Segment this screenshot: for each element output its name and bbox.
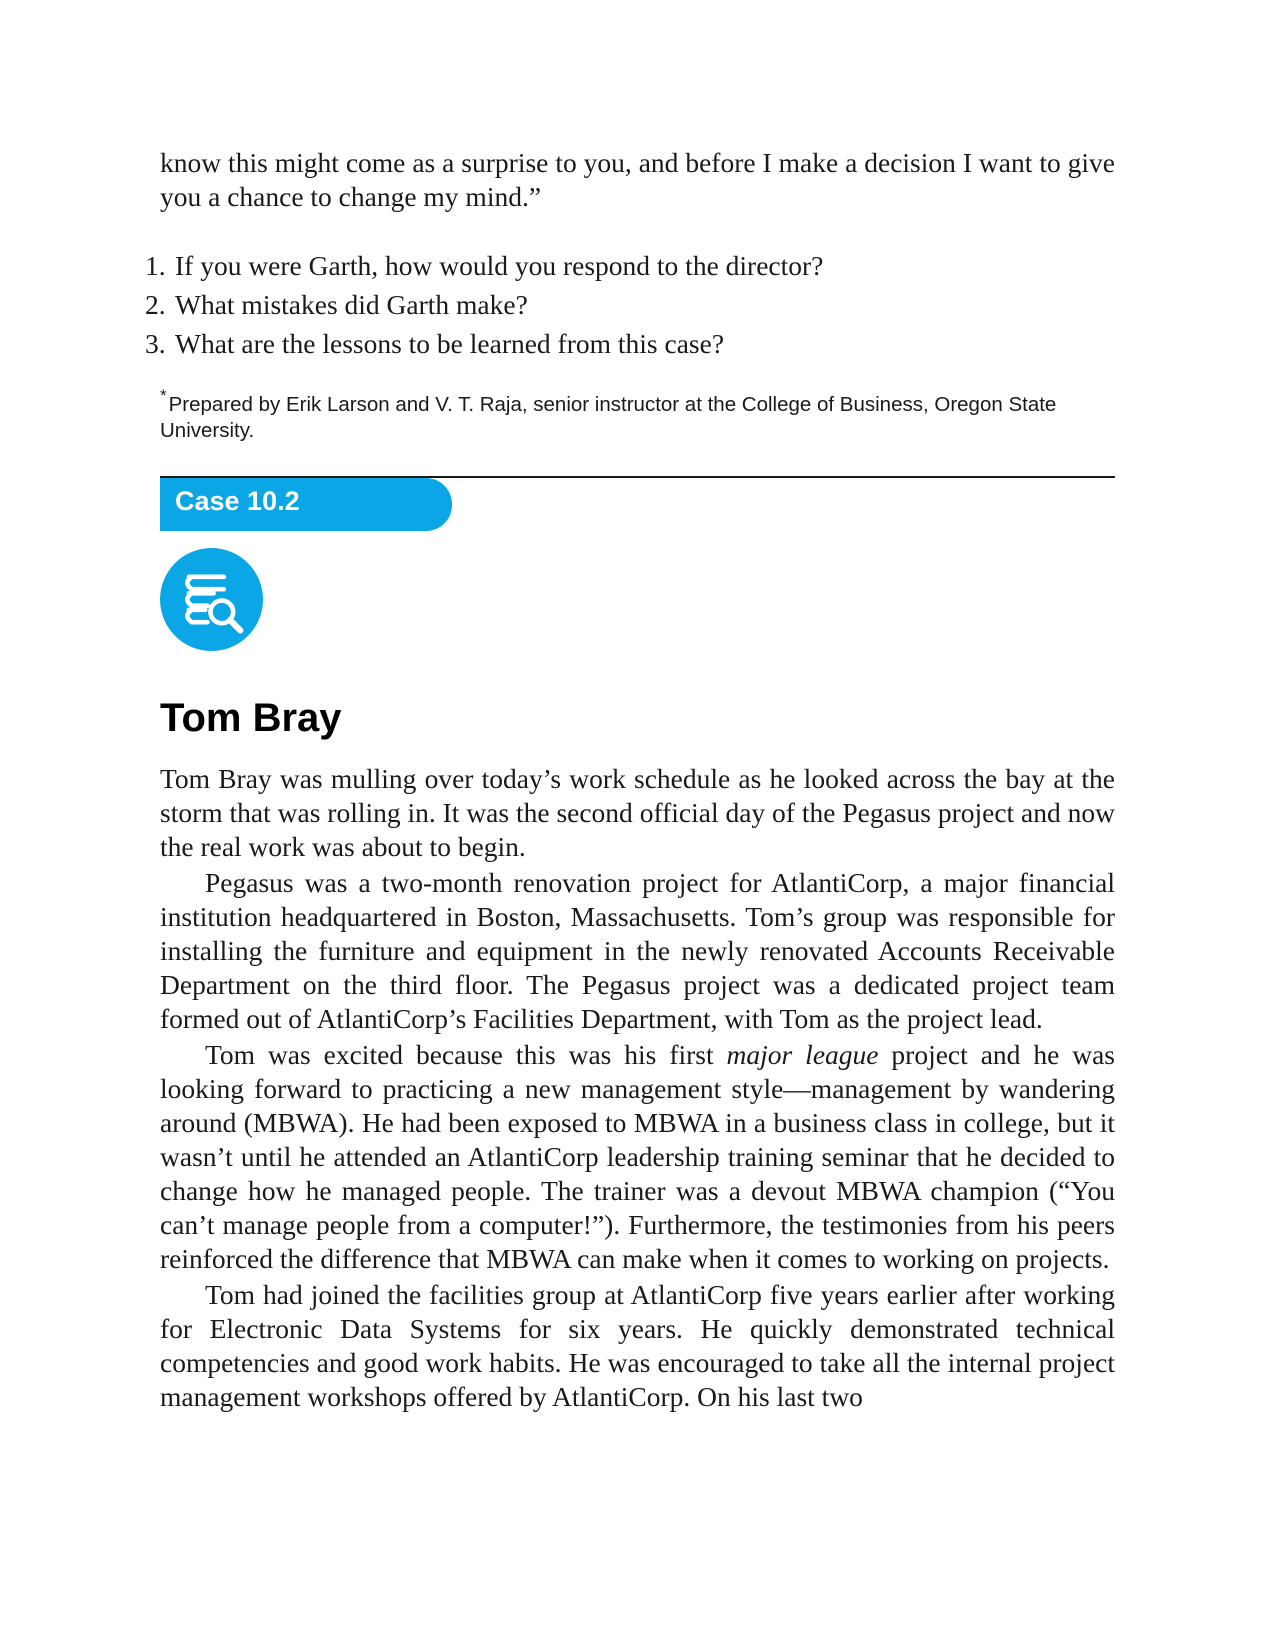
question-item [145,324,1115,363]
question-text: What mistakes did Garth make? [175,289,528,320]
paragraph-text: project and he was looking forward to practicing a new management style—management by wandering around (MBWA). He had been exposed to MBWA in a business class in college, but it wasn’t until he attended an AtlantiCorp leadership training seminar that he decided to change how he managed people. The trainer was a devout MBWA champion (“You can’t manage people from a computer!”). Furthermore, the testimonies from his peers reinforced the difference that MBWA can make when it comes to working on projects. [160,1039,1115,1274]
case-paragraph: Pegasus was a two-month renovation project for AtlantiCorp, a major financial institution headquartered in Boston, Massachusetts. Tom’s group was responsible for installing the furniture and equipment in the newly renovated Accounts Receivable Department on the third floor. The Pegasus project was a dedicated project team formed out of AtlantiCorp’s Facilities Department, with Tom as the project lead. [160,867,1115,1034]
case-label: Case 10.2 [175,486,300,516]
question-text: If you were Garth, how would you respond to the director? [175,250,824,281]
footnote-text: Prepared by Erik Larson and V. T. Raja, senior instructor at the College of Business, Oregon State University. [160,393,1057,442]
books-search-icon [160,548,263,651]
question-number: 1. [145,250,166,281]
question-item [145,285,1115,324]
question-number: 3. [145,328,166,359]
footnote-marker: * [160,386,167,405]
case-body [160,762,1115,1416]
case-paragraph: Tom had joined the facilities group at AtlantiCorp five years earlier after working for Electronic Data Systems for six years. He quickly demonstrated technical competencies and good work habits. He was encouraged to take all the internal project management workshops offered by AtlantiCorp. On his last two [160,1279,1115,1412]
question-number: 2. [145,289,166,320]
intro-text: know this might come as a surprise to you, and before I make a decision I want to give you a chance to change my mind.” [160,147,1115,212]
emphasis-text: major league [726,1039,879,1070]
case-paragraph [160,1038,1115,1276]
case-title: Tom Bray [160,696,342,740]
paragraph-text: Tom was excited because this was his first [205,1039,727,1070]
question-text: What are the lessons to be learned from this case? [175,328,725,359]
case-paragraph: Tom Bray was mulling over today’s work schedule as he looked across the bay at the storm that was rolling in. It was the second official day of the Pegasus project and now the real work was about to begin. [160,763,1115,862]
question-item [145,246,1115,285]
case-label-tab [160,478,452,531]
discussion-questions [145,246,1115,363]
footnote [160,386,1115,443]
